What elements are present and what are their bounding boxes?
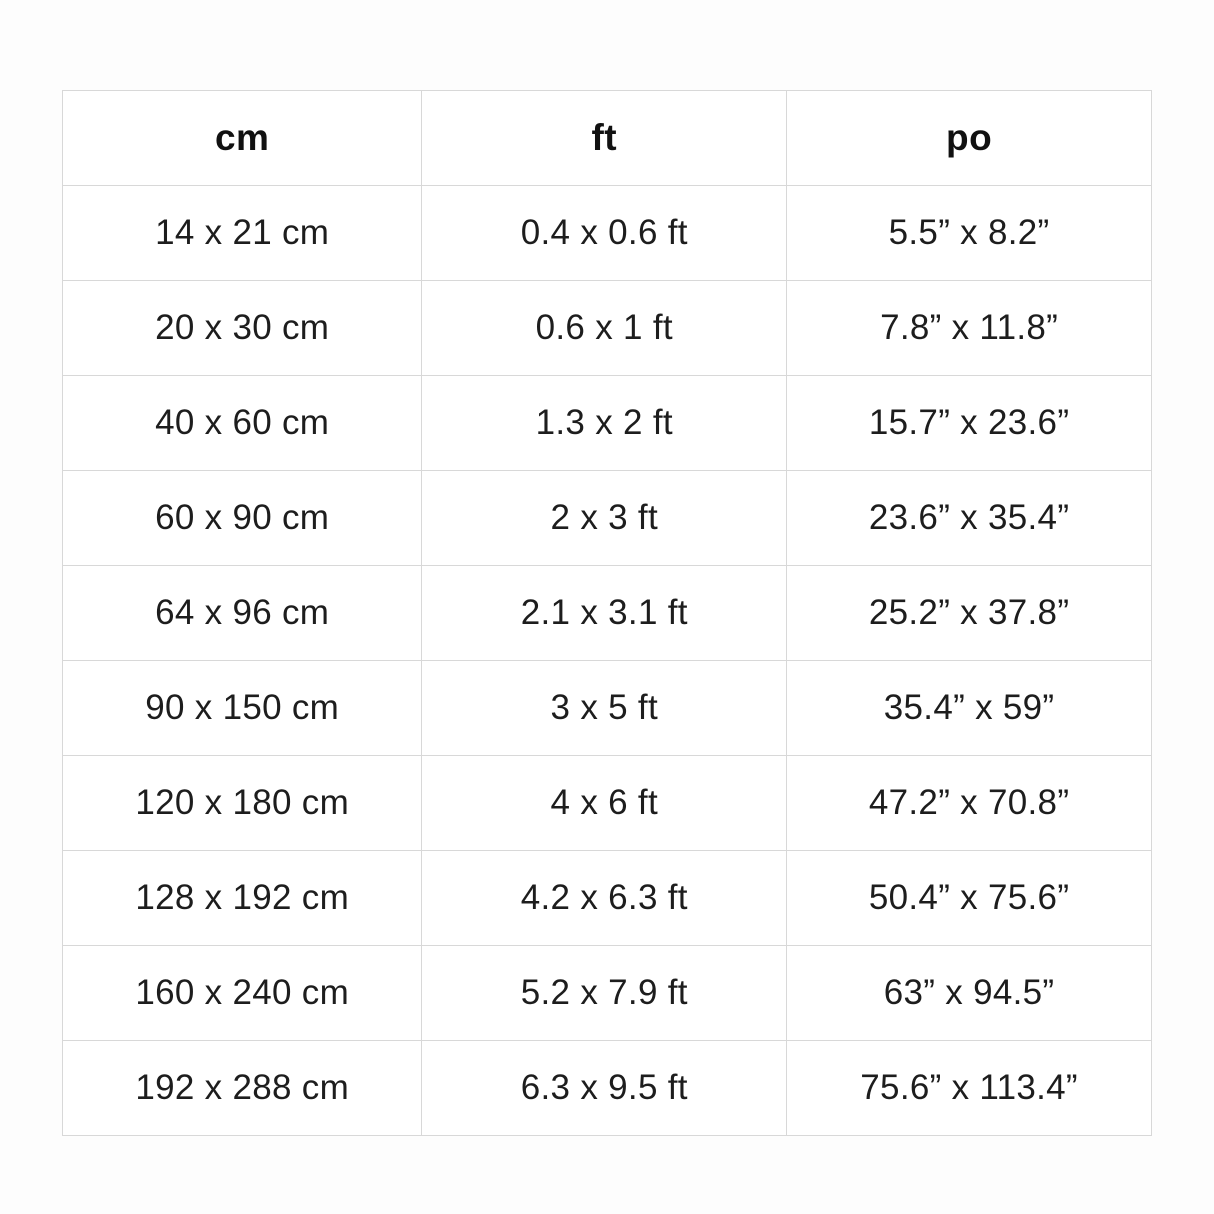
cell-ft: 2 x 3 ft bbox=[422, 471, 787, 566]
cell-cm: 64 x 96 cm bbox=[63, 566, 422, 661]
cell-po: 35.4” x 59” bbox=[787, 661, 1152, 756]
cell-po: 75.6” x 113.4” bbox=[787, 1041, 1152, 1136]
table-row bbox=[63, 661, 1152, 756]
cell-cm: 160 x 240 cm bbox=[63, 946, 422, 1041]
cell-ft: 5.2 x 7.9 ft bbox=[422, 946, 787, 1041]
table-body bbox=[63, 186, 1152, 1136]
cell-po: 63” x 94.5” bbox=[787, 946, 1152, 1041]
table-row bbox=[63, 281, 1152, 376]
cell-po: 5.5” x 8.2” bbox=[787, 186, 1152, 281]
cell-cm: 192 x 288 cm bbox=[63, 1041, 422, 1136]
table-row bbox=[63, 851, 1152, 946]
cell-ft: 6.3 x 9.5 ft bbox=[422, 1041, 787, 1136]
cell-cm: 90 x 150 cm bbox=[63, 661, 422, 756]
cell-ft: 0.4 x 0.6 ft bbox=[422, 186, 787, 281]
table-row bbox=[63, 376, 1152, 471]
cell-cm: 60 x 90 cm bbox=[63, 471, 422, 566]
cell-cm: 14 x 21 cm bbox=[63, 186, 422, 281]
table-row bbox=[63, 186, 1152, 281]
table-header bbox=[63, 91, 1152, 186]
cell-ft: 1.3 x 2 ft bbox=[422, 376, 787, 471]
cell-po: 47.2” x 70.8” bbox=[787, 756, 1152, 851]
table-row bbox=[63, 471, 1152, 566]
table-row bbox=[63, 756, 1152, 851]
cell-cm: 40 x 60 cm bbox=[63, 376, 422, 471]
table-row bbox=[63, 1041, 1152, 1136]
cell-po: 7.8” x 11.8” bbox=[787, 281, 1152, 376]
cell-cm: 120 x 180 cm bbox=[63, 756, 422, 851]
cell-ft: 2.1 x 3.1 ft bbox=[422, 566, 787, 661]
column-header-po: po bbox=[787, 91, 1152, 186]
cell-po: 23.6” x 35.4” bbox=[787, 471, 1152, 566]
cell-cm: 20 x 30 cm bbox=[63, 281, 422, 376]
cell-po: 15.7” x 23.6” bbox=[787, 376, 1152, 471]
table-row bbox=[63, 946, 1152, 1041]
cell-ft: 0.6 x 1 ft bbox=[422, 281, 787, 376]
table-header-row bbox=[63, 91, 1152, 186]
size-conversion-table bbox=[62, 90, 1152, 1136]
cell-ft: 4 x 6 ft bbox=[422, 756, 787, 851]
cell-po: 50.4” x 75.6” bbox=[787, 851, 1152, 946]
cell-ft: 3 x 5 ft bbox=[422, 661, 787, 756]
cell-po: 25.2” x 37.8” bbox=[787, 566, 1152, 661]
column-header-cm: cm bbox=[63, 91, 422, 186]
size-conversion-table-container bbox=[62, 90, 1152, 1118]
cell-ft: 4.2 x 6.3 ft bbox=[422, 851, 787, 946]
table-row bbox=[63, 566, 1152, 661]
cell-cm: 128 x 192 cm bbox=[63, 851, 422, 946]
column-header-ft: ft bbox=[422, 91, 787, 186]
